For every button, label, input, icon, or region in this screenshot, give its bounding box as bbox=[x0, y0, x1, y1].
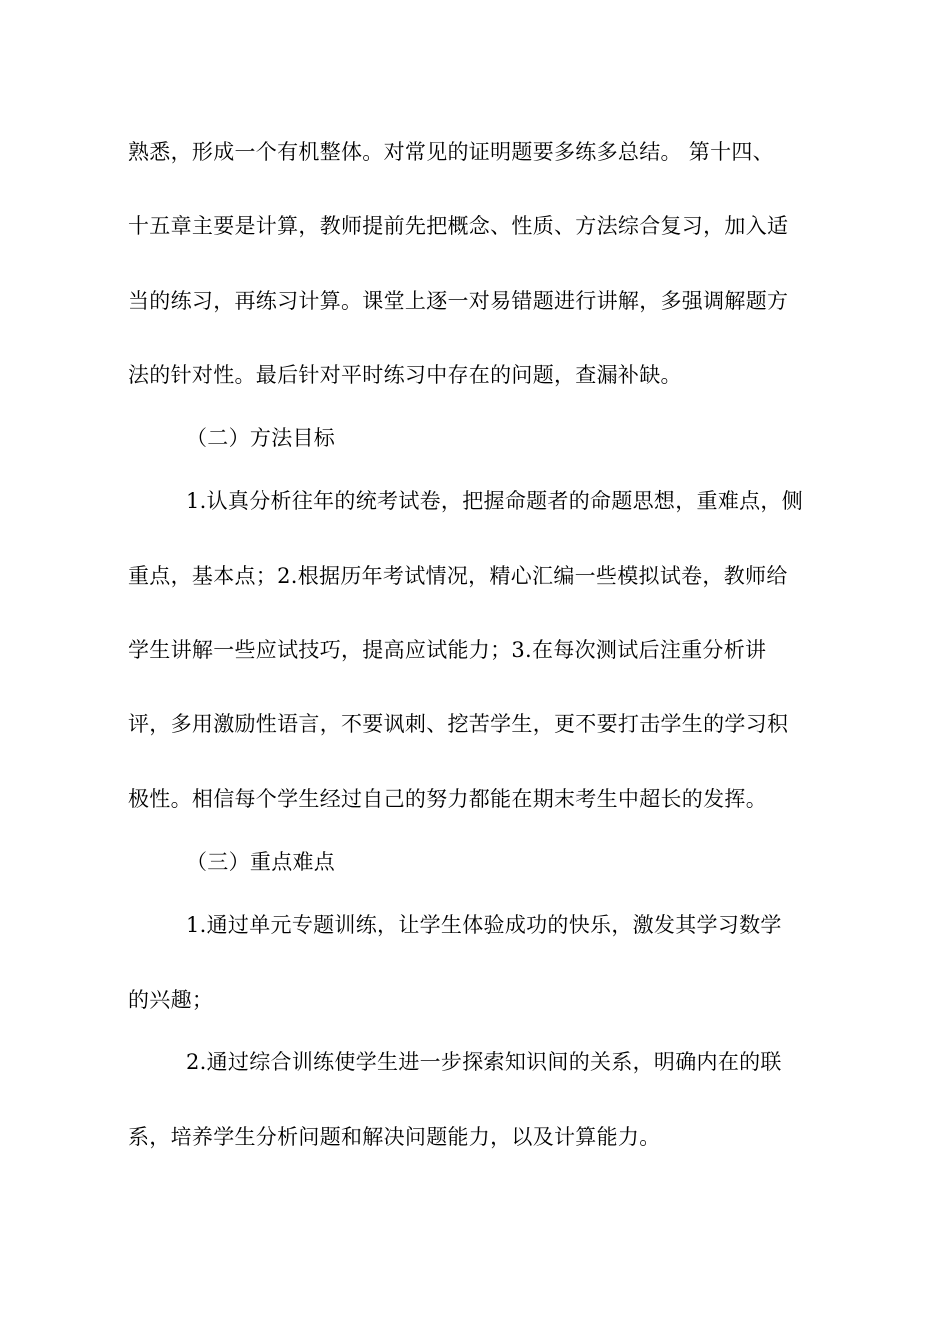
text-line: 十五章主要是计算，教师提前先把概念、性质、方法综合复习，加入适 bbox=[128, 214, 789, 238]
section-heading: （二）方法目标 bbox=[186, 426, 336, 450]
text-line: 系，培养学生分析问题和解决问题能力，以及计算能力。 bbox=[128, 1125, 661, 1149]
text-line: 极性。相信每个学生经过自己的努力都能在期末考生中超长的发挥。 bbox=[128, 787, 767, 811]
text-line: 熟悉，形成一个有机整体。对常见的证明题要多练多总结。 第十四、 bbox=[128, 140, 774, 164]
text-line: 1.通过单元专题训练，让学生体验成功的快乐，激发其学习数学 bbox=[186, 913, 782, 937]
text-line: 的兴趣； bbox=[128, 988, 214, 1012]
text-line: 评，多用激励性语言，不要讽刺、挖苦学生，更不要打击学生的学习积 bbox=[128, 712, 789, 736]
text-line: 重点，基本点；2.根据历年考试情况，精心汇编一些模拟试卷，教师给 bbox=[128, 564, 788, 588]
section-heading: （三）重点难点 bbox=[186, 850, 336, 874]
text-line: 2.通过综合训练使学生进一步探索知识间的关系，明确内在的联 bbox=[186, 1050, 782, 1074]
text-line: 1.认真分析往年的统考试卷，把握命题者的命题思想，重难点，侧 bbox=[186, 489, 804, 513]
text-line: 法的针对性。最后针对平时练习中存在的问题，查漏补缺。 bbox=[128, 363, 682, 387]
text-line: 学生讲解一些应试技巧，提高应试能力；3.在每次测试后注重分析讲 bbox=[128, 638, 767, 662]
text-line: 当的练习，再练习计算。课堂上逐一对易错题进行讲解，多强调解题方 bbox=[128, 289, 789, 313]
